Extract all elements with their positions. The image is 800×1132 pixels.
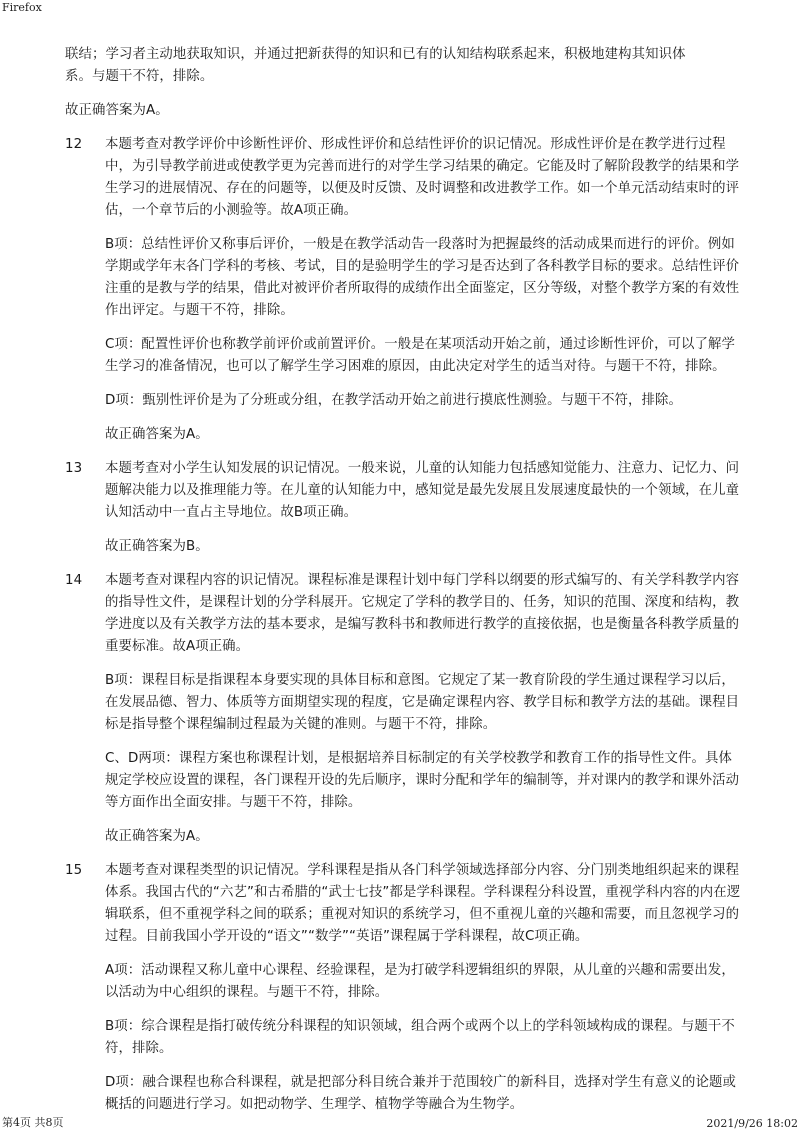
question-item-15 xyxy=(65,860,745,948)
option-explanation: C、D两项：课程方案也称课程计划，是根据培养目标制定的有关学校教学和教育工作的指导性文件。具体规定学校应设置的课程，各门课程开设的先后顺序，课时分配和学年的编制等，并对课内的教学和课外活动等方面作出全面安排。与题干不符，排除。 xyxy=(105,751,740,810)
question-number: 13 xyxy=(65,461,83,476)
option-explanation: D项：融合课程也称合科课程，就是把部分科目统合兼并于范围较广的新科目，选择对学生有意义的论题或概括的问题进行学习。如把动物学、生理学、植物学等融合为生物学。 xyxy=(105,1075,736,1112)
option-explanation: B项：综合课程是指打破传统分科课程的知识领域，组合两个或两个以上的学科领域构成的课程。与题干不符，排除。 xyxy=(105,1019,735,1056)
question-explanation: 本题考查对课程类型的识记情况。学科课程是指从各门科学领域选择部分内容、分门别类地组织起来的课程体系。我国古代的“六艺”和古希腊的“武士七技”都是学科课程。学科课程分科设置，重视学科内容的内在逻辑联系，但不重视学科之间的联系；重视对知识的系统学习，但不重视儿童的兴趣和需要，而且忽视学习的过程。目前我国小学开设的“语文”“数学”“英语”课程属于学科课程，故C项正确。 xyxy=(105,863,741,944)
question-item-14 xyxy=(65,570,745,658)
option-explanation: C项：配置性评价也称教学前评价或前置评价。一般是在某项活动开始之前，通过诊断性评价，可以了解学生学习的准备情况，也可以了解学生学习困难的原因，由此决定对学生的适当对待。与题干不符，排除。 xyxy=(105,337,736,374)
question-item-13 xyxy=(65,458,745,524)
document-body xyxy=(65,44,745,1128)
question-explanation: 本题考查对教学评价中诊断性评价、形成性评价和总结性评价的识记情况。形成性评价是在教学进行过程中，为引导教学前进或使教学更为完善而进行的对学生学习结果的确定。它能及时了解阶段教学的结果和学生学习的进展情况、存在的问题等，以便及时反馈、及时调整和改进教学工作。如一个单元活动结束时的评估，一个章节后的小测验等。故A项正确。 xyxy=(105,137,740,218)
question-explanation: 本题考查对小学生认知发展的识记情况。一般来说，儿童的认知能力包括感知觉能力、注意力、记忆力、问题解决能力以及推理能力等。在儿童的认知能力中，感知觉是最先发展且发展速度最快的一个领域，在儿童认知活动中一直占主导地位。故B项正确。 xyxy=(105,461,740,520)
intro-continuation: 联结；学习者主动地获取知识，并通过把新获得的知识和已有的认知结构联系起来，积极地建构其知识体系。与题干不符，排除。 xyxy=(65,47,686,84)
browser-title: Firefox xyxy=(2,1,42,14)
option-explanation: D项：甄别性评价是为了分班或分组，在教学活动开始之前进行摸底性测验。与题干不符，排除。 xyxy=(105,393,683,408)
intro-answer: 故正确答案为A。 xyxy=(65,103,169,118)
print-datetime: 2021/9/26 18:02 xyxy=(706,1117,798,1130)
question-number: 14 xyxy=(65,573,83,588)
option-explanation: B项：课程目标是指课程本身要实现的具体目标和意图。它规定了某一教育阶段的学生通过课程学习以后，在发展品德、智力、体质等方面期望实现的程度，它是确定课程内容、教学目标和教学方法的基础。课程目标是指导整个课程编制过程最为关键的准则。与题干不符，排除。 xyxy=(105,673,740,732)
option-explanation: B项：总结性评价又称事后评价，一般是在教学活动告一段落时为把握最终的活动成果而进行的评价。例如学期或学年末各门学科的考核、考试，目的是验明学生的学习是否达到了各科教学目标的要求。总结性评价注重的是教与学的结果，借此对被评价者所取得的成绩作出全面鉴定，区分等级，对整个教学方案的有效性作出评定。与题干不符，排除。 xyxy=(105,237,740,318)
question-number: 15 xyxy=(65,863,83,878)
answer-line: 故正确答案为A。 xyxy=(105,829,209,844)
question-number: 12 xyxy=(65,137,83,152)
answer-line: 故正确答案为A。 xyxy=(105,427,209,442)
answer-line: 故正确答案为B。 xyxy=(105,539,209,554)
question-item-12 xyxy=(65,134,745,222)
page-indicator: 第4页 共8页 xyxy=(2,1116,64,1129)
question-explanation: 本题考查对课程内容的识记情况。课程标准是课程计划中每门学科以纲要的形式编写的、有关学科教学内容的指导性文件，是课程计划的分学科展开。它规定了学科的教学目的、任务，知识的范围、深度和结构，教学进度以及有关教学方法的基本要求，是编写教科书和教师进行教学的直接依据，也是衡量各科教学质量的重要标准。故A项正确。 xyxy=(105,573,740,654)
option-explanation: A项：活动课程又称儿童中心课程、经验课程，是为打破学科逻辑组织的界限，从儿童的兴趣和需要出发，以活动为中心组织的课程。与题干不符，排除。 xyxy=(105,963,735,1000)
